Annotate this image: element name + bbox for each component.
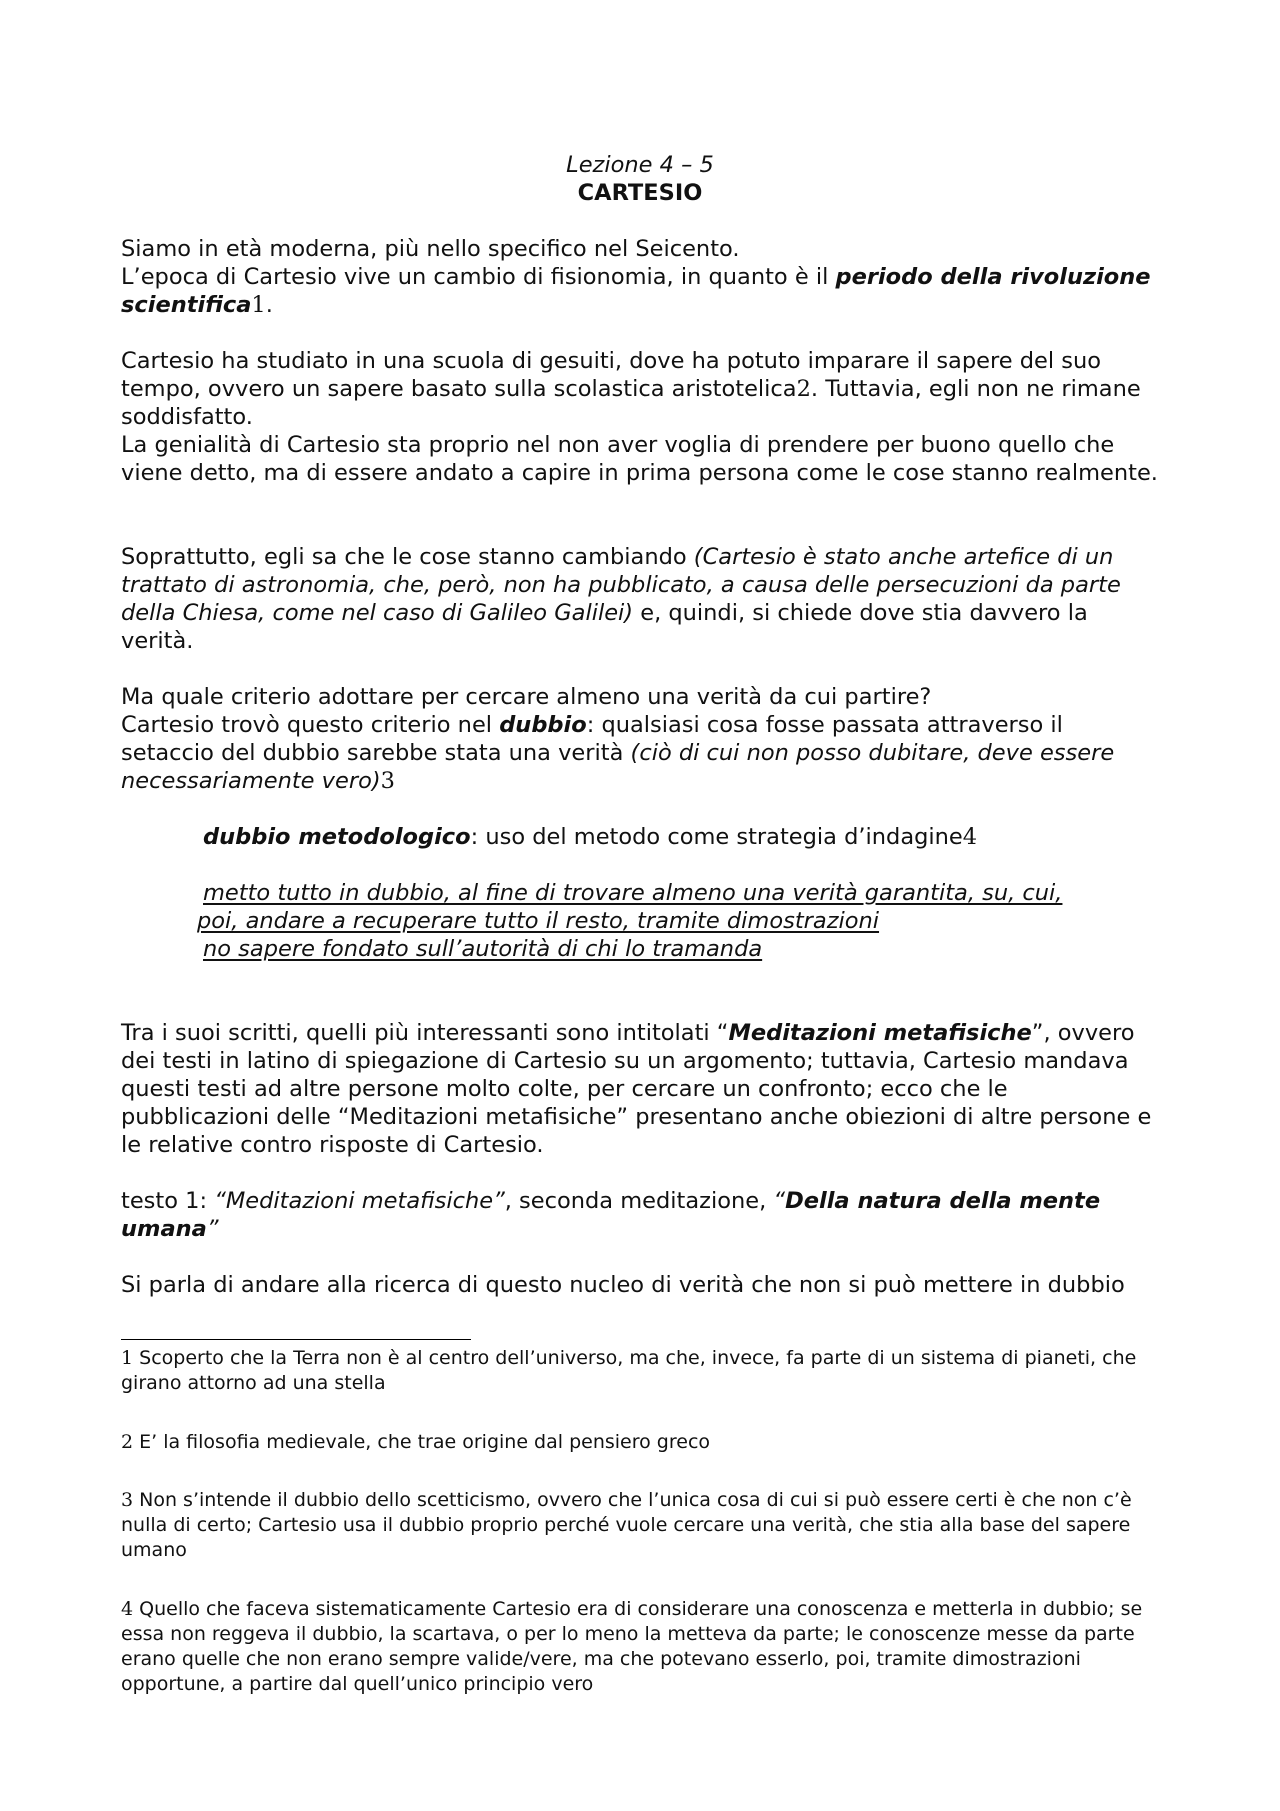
intro-emphasis: periodo della rivoluzione scientifica xyxy=(121,264,1151,318)
method-item-authority xyxy=(203,935,1163,963)
intro-line: Siamo in età moderna, più nello specifico nel Seicento. xyxy=(121,236,740,262)
paragraph-school xyxy=(121,347,1161,431)
footnote-number: 3 xyxy=(121,1489,134,1511)
paragraph-intro: Siamo in età moderna, più nello specifico nel Seicento. L’epoca di Cartesio vive un cambio di fisionomia, in quanto è il periodo della rivoluzione scientifica1. xyxy=(121,235,1161,319)
footnote-text: Scoperto che la Terra non è al centro dell’universo, ma che, invece, fa parte di un sistema di pianeti, che girano attorno ad una stella xyxy=(121,1347,1137,1394)
text-one-title: Della natura della mente umana xyxy=(121,1188,1101,1242)
paragraph-nucleus xyxy=(121,1271,1161,1299)
changes-text: Soprattutto, egli sa che le cose stanno cambiando xyxy=(121,544,694,570)
method-term: dubbio metodologico xyxy=(203,824,471,850)
criterion-emphasis: dubbio xyxy=(499,712,587,738)
footnote-number: 1 xyxy=(121,1347,134,1369)
method-item-doubt xyxy=(203,879,1163,907)
footnote-ref-2[interactable]: 2 xyxy=(796,376,811,402)
writings-text: Tra i suoi scritti, quelli più interessanti sono intitolati “ xyxy=(121,1020,729,1046)
criterion-text: Cartesio trovò questo criterio nel xyxy=(121,712,500,738)
paragraph-changes xyxy=(121,543,1161,655)
nucleus-text: Si parla di andare alla ricerca di questo nucleo di verità che non si può mettere in dubbio xyxy=(121,1272,1125,1298)
footnote-text: Non s’intende il dubbio dello scetticismo, ovvero che l’unica cosa di cui si può essere certi è che non c’è nulla di certo; Cartesio usa il dubbio proprio perché vuole cercare una verità, che stia alla base del sapere umano xyxy=(121,1489,1132,1561)
method-item-doubt-cont xyxy=(197,907,1163,935)
method-authority-line: no sapere fondato sull’autorità di chi lo tramanda xyxy=(203,936,763,962)
paragraph-text-one: testo 1: “Meditazioni metafisiche”, seconda meditazione, “Della natura della mente umana” xyxy=(121,1188,1101,1242)
method-doubt-line-1: metto tutto in dubbio, al fine di trovare almeno una verità garantita, su, cui, xyxy=(203,880,1063,906)
writings-text-end: ”, ovvero dei testi in latino di spiegazione di Cartesio su un argomento; tuttavia, Cartesio mandava questi testi ad altre persone molto colte, per cercare un confronto; ecco che le pubblicazioni delle “Meditazioni metafisiche” presentano anche obiezioni di altre persone e le relative contro risposte di Cartesio. xyxy=(121,1020,1152,1158)
changes-aside: (Cartesio è stato anche artefice di un trattato di astronomia, che, però, non ha pubblicato, a causa delle persecuzioni da parte della Chiesa, come nel caso di Galileo Galilei) xyxy=(121,544,1121,626)
criterion-aside: (ciò di cui non posso dubitare, deve essere necessariamente vero) xyxy=(121,740,1115,794)
intro-text: L’epoca di Cartesio vive un cambio di fisionomia, in quanto è il xyxy=(121,264,836,290)
paragraph-writings xyxy=(121,1019,1161,1159)
writings-emphasis: Meditazioni metafisiche xyxy=(728,1020,1032,1046)
footnote-separator xyxy=(121,1339,471,1340)
page-title: CARTESIO xyxy=(577,180,703,206)
school-text-end: . Tuttavia, egli non ne rimane soddisfatto. xyxy=(121,376,1141,430)
lesson-label: Lezione 4 – 5 xyxy=(566,152,714,178)
footnote-number: 4 xyxy=(121,1598,134,1620)
text-one-label: testo 1: xyxy=(121,1188,215,1214)
footnote-text: Quello che faceva sistematicamente Cartesio era di considerare una conoscenza e metterla in dubbio; se essa non reggeva il dubbio, la scartava, o per lo meno la metteva da parte; le conoscenze messe da parte erano quelle che non erano sempre valide/vere, ma che potevano esserlo, poi, tramite dimostrazioni opportune, a partire dal quell’unico principio vero xyxy=(121,1598,1143,1695)
footnote-1 xyxy=(121,1346,1161,1396)
paragraph-genius xyxy=(121,431,1161,487)
genius-text: La genialità di Cartesio sta proprio nel non aver voglia di prendere per buono quello che viene detto, ma di essere andato a capire in prima persona come le cose stanno realmente. xyxy=(121,432,1158,486)
changes-text-end: e, quindi, si chiede dove stia davvero la verità. xyxy=(121,600,1088,654)
footnote-number: 2 xyxy=(121,1431,134,1453)
paragraph-criterion: Ma quale criterio adottare per cercare almeno una verità da cui partire? Cartesio trovò questo criterio nel dubbio: qualsiasi cosa fosse passata attraverso il setaccio del dubbio sarebbe stata una verità (ciò di cui non posso dubitare, deve essere necessariamente vero)3 xyxy=(121,683,1161,795)
footnote-ref-3[interactable]: 3 xyxy=(380,768,395,794)
method-list xyxy=(197,823,1163,963)
method-doubt-line-2: poi, andare a recuperare tutto il resto, tramite dimostrazioni xyxy=(197,908,880,934)
criterion-question: Ma quale criterio adottare per cercare almeno una verità da cui partire? xyxy=(121,684,932,710)
footnote-4 xyxy=(121,1597,1161,1697)
footnote-text: E’ la filosofia medievale, che trae origine dal pensiero greco xyxy=(133,1431,711,1453)
footnote-3 xyxy=(121,1488,1161,1563)
footnote-2 xyxy=(121,1430,1161,1455)
text-one-source: “Meditazioni metafisiche” xyxy=(214,1188,505,1214)
footnote-ref-1[interactable]: 1 xyxy=(251,292,266,318)
school-text: Cartesio ha studiato in una scuola di gesuiti, dove ha potuto imparare il sapere del suo tempo, ovvero un sapere basato sulla scolastica aristotelica xyxy=(121,348,1102,402)
footnote-ref-4[interactable]: 4 xyxy=(962,824,978,850)
method-item-definition: dubbio metodologico: uso del metodo come strategia d’indagine4 xyxy=(203,824,978,850)
